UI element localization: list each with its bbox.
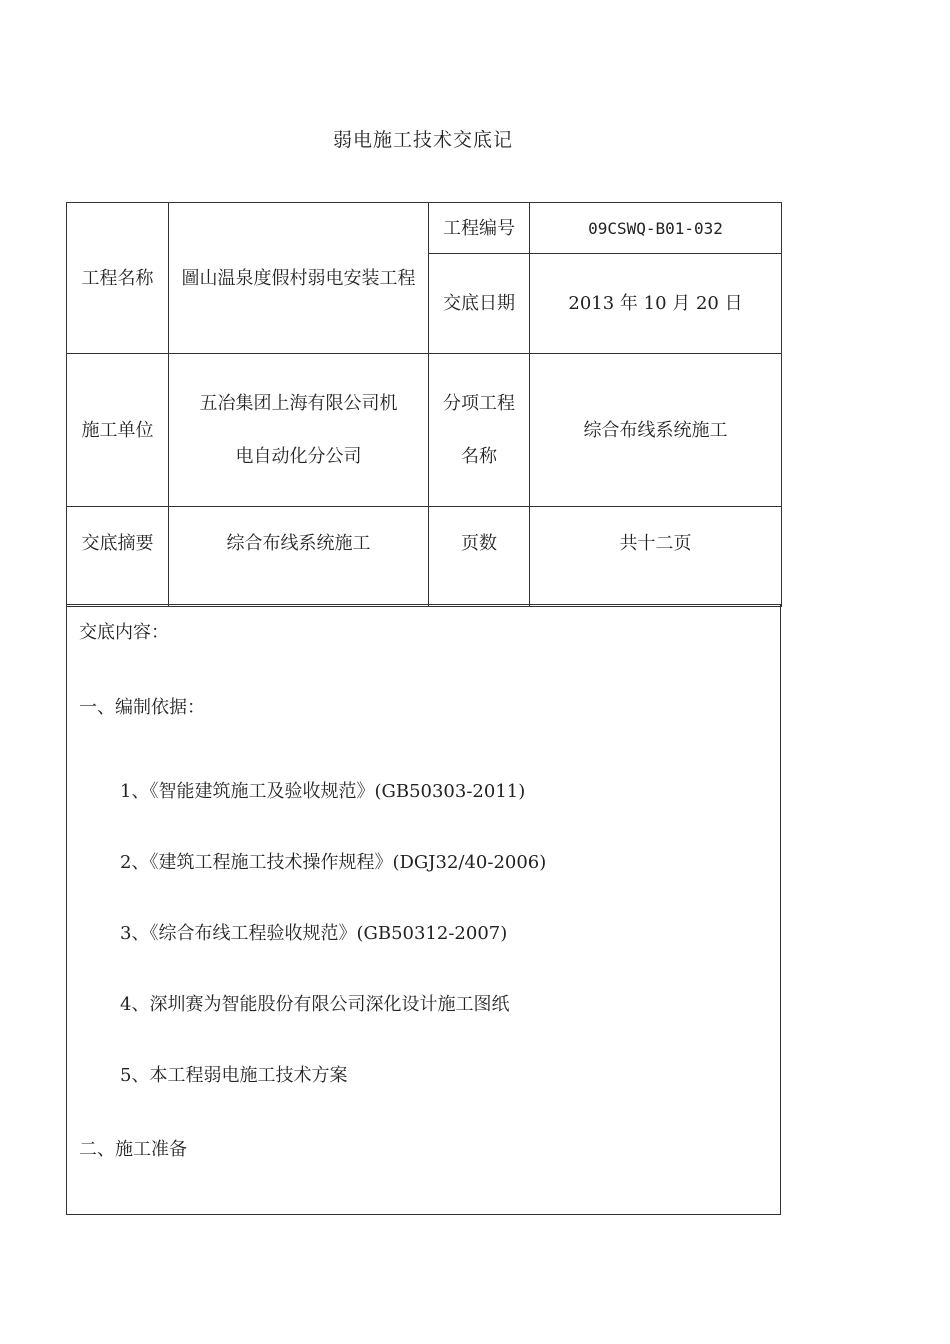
date-value: 2013 年 10 月 20 日 [530, 254, 782, 354]
unit-value-line2: 电自动化分公司 [235, 446, 362, 467]
basis-item-5: 5、本工程弱电施工技术方案 [120, 1065, 348, 1086]
unit-value [169, 354, 429, 507]
subitem-label [429, 354, 530, 507]
project-no-label: 工程编号 [429, 203, 530, 254]
project-name-label: 工程名称 [67, 203, 169, 354]
project-name-value: 圖山温泉度假村弱电安装工程 [169, 203, 429, 354]
unit-value-line1: 五冶集团上海有限公司机 [199, 393, 398, 414]
basis-item-2: 2、《建筑工程施工技术操作规程》(DGJ32/40-2006) [120, 852, 547, 873]
subitem-label-line1: 分项工程 [443, 393, 515, 414]
document-title: 弱电施工技术交底记 [332, 129, 513, 151]
section-1-heading: 一、编制依据： [79, 697, 205, 718]
basis-item-1: 1、《智能建筑施工及验收规范》(GB50303-2011) [120, 781, 526, 802]
project-no-value: 09CSWQ-B01-032 [530, 203, 782, 254]
subitem-label-line2: 名称 [461, 446, 497, 467]
content-heading: 交底内容： [79, 622, 169, 643]
summary-label: 交底摘要 [67, 507, 169, 607]
basis-item-4: 4、深圳赛为智能股份有限公司深化设计施工图纸 [120, 994, 510, 1015]
summary-value: 综合布线系统施工 [169, 507, 429, 607]
section-2-heading: 二、施工准备 [79, 1139, 187, 1160]
basis-item-3: 3、《综合布线工程验收规范》(GB50312-2007) [120, 923, 508, 944]
unit-label: 施工单位 [67, 354, 169, 507]
pages-value: 共十二页 [530, 507, 782, 607]
subitem-value: 综合布线系统施工 [530, 354, 782, 507]
date-label: 交底日期 [429, 254, 530, 354]
info-table [66, 202, 782, 606]
pages-label: 页数 [429, 507, 530, 607]
